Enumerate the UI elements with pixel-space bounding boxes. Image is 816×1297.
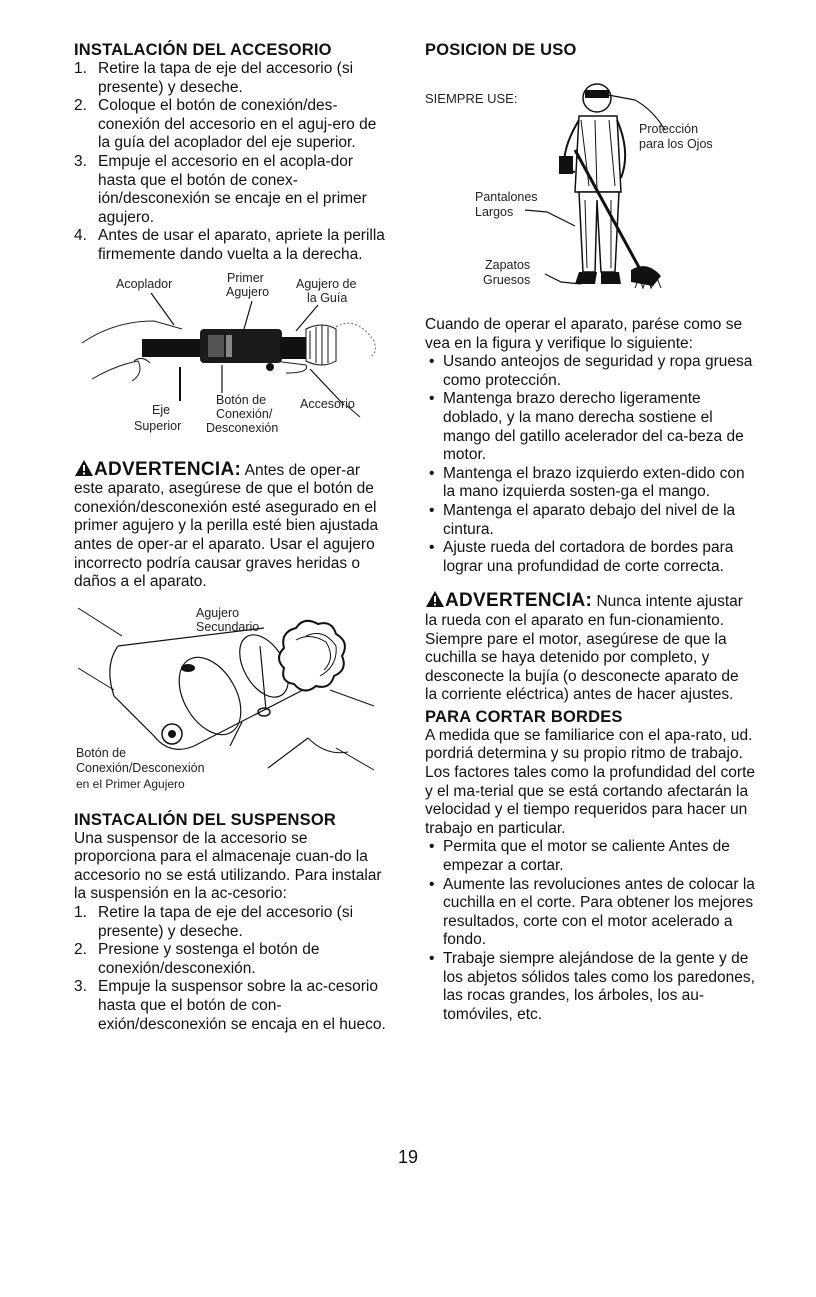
warning-triangle-icon bbox=[74, 459, 94, 477]
warning-2-text: Nunca intente ajustar la rueda con el aparato en fun-cionamiento. Siempre pare el motor, asegúrese de que la cuchilla se haya detenido por completo, y desconecte la bujía (o desconecte aparato de la corriente eléctrica) antes de hacer ajustes. bbox=[425, 593, 743, 704]
install-hanger-steps bbox=[74, 904, 392, 1034]
edging-bullet-1: • Permita que el motor se caliente Antes de empezar a cortar. bbox=[429, 838, 730, 875]
label-agujero-de: Agujero de bbox=[296, 276, 357, 291]
position-bullet-2: • Mantenga brazo derecho ligeramente doblado, y la mano derecha sostiene el mango del gatillo acelerador del ca-beza de motor. bbox=[429, 390, 744, 464]
label-la-guia: la Guía bbox=[307, 290, 348, 305]
warning-triangle-icon bbox=[425, 590, 445, 608]
position-bullet-5: • Ajuste rueda del cortadora de bordes para lograr una profundidad de corte correcta. bbox=[429, 539, 734, 575]
label-boton-de-2: Botón de bbox=[76, 745, 127, 760]
step-4: 4. Antes de usar el aparato, apriete la perilla firmemente dando vuelta a la derecha. bbox=[74, 227, 385, 263]
position-bullet-3: • Mantenga el brazo izquierdo exten-dido con la mano izquierda sosten-ga el mango. bbox=[429, 464, 745, 501]
warning-1 bbox=[74, 459, 392, 592]
position-bullet-4: • Mantenga el aparato debajo del nivel de la cintura. bbox=[429, 501, 736, 538]
hanger-step-1: 1. Retire la tapa de eje del accesorio (si presente) y deseche. bbox=[74, 904, 354, 940]
label-desconexion: Desconexión bbox=[206, 420, 279, 435]
label-accesorio: Accesorio bbox=[300, 396, 355, 411]
warning-1-text: Antes de oper-ar este aparato, asegúrese de que el botón de conexión/desconexión esté asegurado en el primer agujero y la perilla esté bien ajustada antes de oper-ar el aparato. Usar el agujero incorrecto podría causar graves heridas o daños a el aparato. bbox=[74, 461, 379, 591]
label-acoplador: Acoplador bbox=[116, 276, 173, 291]
hanger-step-3: 3. Empuje la suspensor sobre la ac-cesorio hasta que el botón de con-exión/desconexión se encaja en el hueco. bbox=[74, 978, 386, 1033]
step-1: 1. Retire la tapa de eje del accesorio (si presente) y deseche. bbox=[74, 60, 354, 96]
edging-title: PARA CORTAR BORDES bbox=[425, 707, 623, 726]
label-proteccion: Protección bbox=[639, 122, 699, 136]
install-hanger-intro: Una suspensor de la accesorio se proporciona para el almacenaje cuan-do la accesorio no se está utilizando. Para instalar la suspensión en la ac-cesorio: bbox=[74, 829, 382, 903]
label-conexion: Conexión/ bbox=[216, 406, 273, 421]
warning-2-label: ADVERTENCIA: bbox=[445, 590, 593, 612]
label-agujero-2: Agujero bbox=[196, 605, 240, 620]
step-3: 3. Empuje el accesorio en el acopla-dor hasta que el botón de conex-ión/desconexión se encaje en el primer agujero. bbox=[74, 152, 367, 226]
edging-bullet-3: • Trabaje siempre alejándose de la gente y de los abjetos sólidos tales como los paredones, las rocas grandes, los árboles, los au-tomóviles, etc. bbox=[429, 950, 755, 1023]
label-para-ojos: para los Ojos bbox=[639, 137, 713, 151]
edging-bullets bbox=[425, 838, 755, 1024]
page-number: 19 bbox=[397, 1147, 419, 1167]
step-2: 2. Coloque el botón de conexión/des-conexión del accesorio en el aguj-ero de la guía del acoplador del eje superior. bbox=[74, 97, 377, 152]
label-siempre-use: SIEMPRE USE: bbox=[425, 91, 518, 106]
operating-position-title: POSICION DE USO bbox=[425, 41, 577, 59]
edging-bullet-2: • Aumente las revoluciones antes de colocar la cuchilla en el corte. Para obtener los mejores resultados, corte con el motor acelerado a fondo. bbox=[429, 875, 755, 949]
warning-2 bbox=[425, 590, 755, 705]
label-secundario: Secundario bbox=[196, 619, 260, 634]
install-hanger-title: INSTACALIÓN DEL SUSPENSOR bbox=[74, 810, 336, 829]
label-largos: Largos bbox=[475, 205, 514, 219]
left-column bbox=[74, 40, 392, 1034]
label-en-primer-agujero: en el Primer Agujero bbox=[76, 776, 185, 791]
label-agujero: Agujero bbox=[226, 284, 270, 299]
label-eje: Eje bbox=[152, 402, 171, 417]
edging-intro: A medida que se familiarice con el apa-rato, ud. pordriá determina y su propio ritmo de trabajo. Los factores tales como la profundidad del corte y el ma-terial que se está cortando afectarán la velocidad y el tiempo requeridos para hacer un trabajo en particular. bbox=[425, 726, 755, 837]
warning-1-label: ADVERTENCIA: bbox=[94, 458, 242, 480]
label-pantalones: Pantalones bbox=[475, 190, 538, 204]
position-bullet-1: • Usando anteojos de seguridad y ropa gruesa como protección. bbox=[429, 353, 753, 389]
secondary-hole-figure bbox=[74, 606, 392, 796]
coupler-figure bbox=[74, 269, 392, 441]
label-primer: Primer bbox=[227, 270, 264, 285]
operating-position-intro: Cuando de operar el aparato, parése como se vea en la figura y verifique lo siguiente: bbox=[425, 316, 743, 352]
hanger-step-2: 2. Presione y sostenga el botón de conexión/desconexión. bbox=[74, 941, 320, 977]
install-attachment-title: INSTALACIÓN DEL ACCESORIO bbox=[74, 41, 332, 59]
label-conexion-desconexion: Conexión/Desconexión bbox=[76, 760, 205, 775]
right-column bbox=[425, 40, 755, 1024]
label-boton-de: Botón de bbox=[216, 392, 267, 407]
label-superior: Superior bbox=[134, 418, 182, 433]
operator-figure bbox=[425, 60, 755, 300]
label-gruesos: Gruesos bbox=[483, 273, 531, 287]
label-zapatos: Zapatos bbox=[485, 258, 531, 272]
install-attachment-steps bbox=[74, 60, 392, 265]
operating-position-bullets bbox=[425, 353, 755, 576]
